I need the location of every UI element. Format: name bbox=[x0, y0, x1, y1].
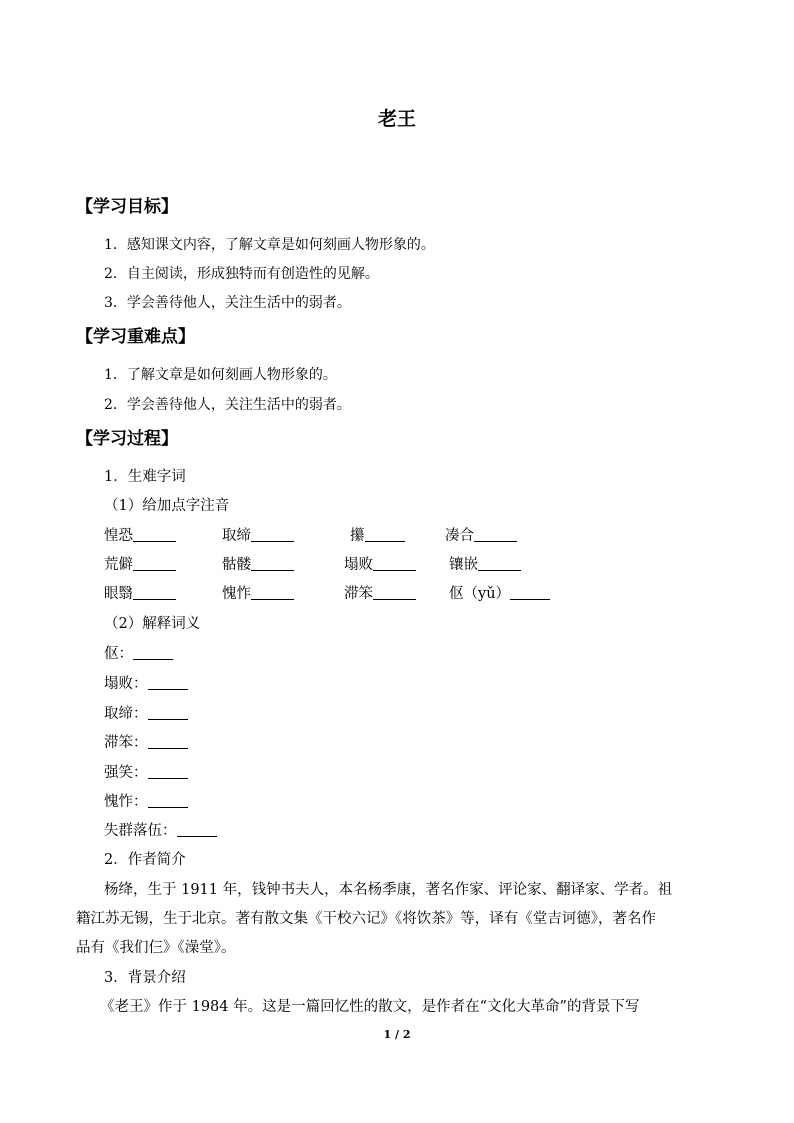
key-point-item-1: 1．了解文章是如何刻画人物形象的。 bbox=[104, 367, 337, 383]
answer-blank[interactable] bbox=[148, 793, 188, 808]
meaning-word: 强笑： bbox=[104, 761, 188, 782]
goal-item-1: 1．感知课文内容，了解文章是如何刻画人物形象的。 bbox=[104, 237, 435, 253]
meaning-word: 取缔： bbox=[104, 702, 188, 723]
pinyin-word: 凑合 bbox=[445, 524, 517, 545]
meaning-word: 伛： bbox=[104, 642, 173, 663]
author-text-line-1: 杨绛，生于 1911 年，钱钟书夫人，本名杨季康，著名作家、评论家、翻译家、学者。祖 bbox=[104, 882, 673, 898]
answer-blank[interactable] bbox=[251, 585, 294, 600]
page-title: 老王 bbox=[377, 108, 416, 130]
background-title: 3．背景介绍 bbox=[104, 970, 186, 986]
answer-blank[interactable] bbox=[177, 822, 217, 837]
answer-blank[interactable] bbox=[365, 527, 405, 542]
answer-blank[interactable] bbox=[510, 585, 550, 600]
answer-blank[interactable] bbox=[148, 705, 188, 720]
answer-blank[interactable] bbox=[148, 675, 188, 690]
pinyin-word: 塌败 bbox=[344, 553, 416, 574]
author-text-line-3: 品有《我们仨》《澡堂》。 bbox=[76, 940, 236, 956]
key-point-item-2: 2．学会善待他人，关注生活中的弱者。 bbox=[104, 397, 351, 413]
answer-blank[interactable] bbox=[251, 556, 294, 571]
goal-item-2: 2．自主阅读，形成独特而有创造性的见解。 bbox=[104, 266, 379, 282]
answer-blank[interactable] bbox=[133, 556, 176, 571]
answer-blank[interactable] bbox=[133, 585, 176, 600]
section-heading-goals: 【学习目标】 bbox=[76, 197, 178, 217]
vocab-title: 1．生难字词 bbox=[104, 469, 186, 485]
answer-blank[interactable] bbox=[474, 527, 517, 542]
section-heading-key-points: 【学习重难点】 bbox=[76, 327, 195, 347]
pinyin-word: 惶恐 bbox=[104, 524, 176, 545]
pinyin-word: 骷髅 bbox=[222, 553, 294, 574]
page-number: 1 / 2 bbox=[383, 1028, 411, 1041]
answer-blank[interactable] bbox=[133, 645, 173, 660]
meaning-word: 失群落伍： bbox=[104, 819, 217, 840]
background-text: 《老王》作于 1984 年。这是一篇回忆性的散文，是作者在“文化大革命”的背景下写 bbox=[100, 999, 640, 1015]
pinyin-word: 取缔 bbox=[222, 524, 294, 545]
pinyin-word: 滞笨 bbox=[344, 582, 416, 603]
pinyin-title: （1）给加点字注音 bbox=[104, 498, 230, 514]
answer-blank[interactable] bbox=[478, 556, 521, 571]
pinyin-word: 眼翳 bbox=[104, 582, 176, 603]
answer-blank[interactable] bbox=[148, 764, 188, 779]
meaning-word: 愧怍： bbox=[104, 790, 188, 811]
section-heading-process: 【学习过程】 bbox=[76, 429, 178, 449]
answer-blank[interactable] bbox=[373, 556, 416, 571]
answer-blank[interactable] bbox=[251, 527, 294, 542]
pinyin-word: 愧怍 bbox=[222, 582, 294, 603]
pinyin-word: 镶嵌 bbox=[449, 553, 521, 574]
meaning-title: （2）解释词义 bbox=[104, 616, 201, 632]
author-title: 2．作者简介 bbox=[104, 852, 186, 868]
pinyin-word: 伛（yǔ） bbox=[449, 582, 550, 603]
answer-blank[interactable] bbox=[133, 527, 176, 542]
meaning-word: 塌败： bbox=[104, 672, 188, 693]
pinyin-word: 攥 bbox=[350, 524, 405, 545]
author-text-line-2: 籍江苏无锡，生于北京。著有散文集《干校六记》《将饮茶》等，译有《堂吉诃德》，著名作 bbox=[76, 911, 656, 927]
answer-blank[interactable] bbox=[148, 734, 188, 749]
goal-item-3: 3．学会善待他人，关注生活中的弱者。 bbox=[104, 295, 351, 311]
meaning-word: 滞笨： bbox=[104, 731, 188, 752]
pinyin-word: 荒僻 bbox=[104, 553, 176, 574]
answer-blank[interactable] bbox=[373, 585, 416, 600]
